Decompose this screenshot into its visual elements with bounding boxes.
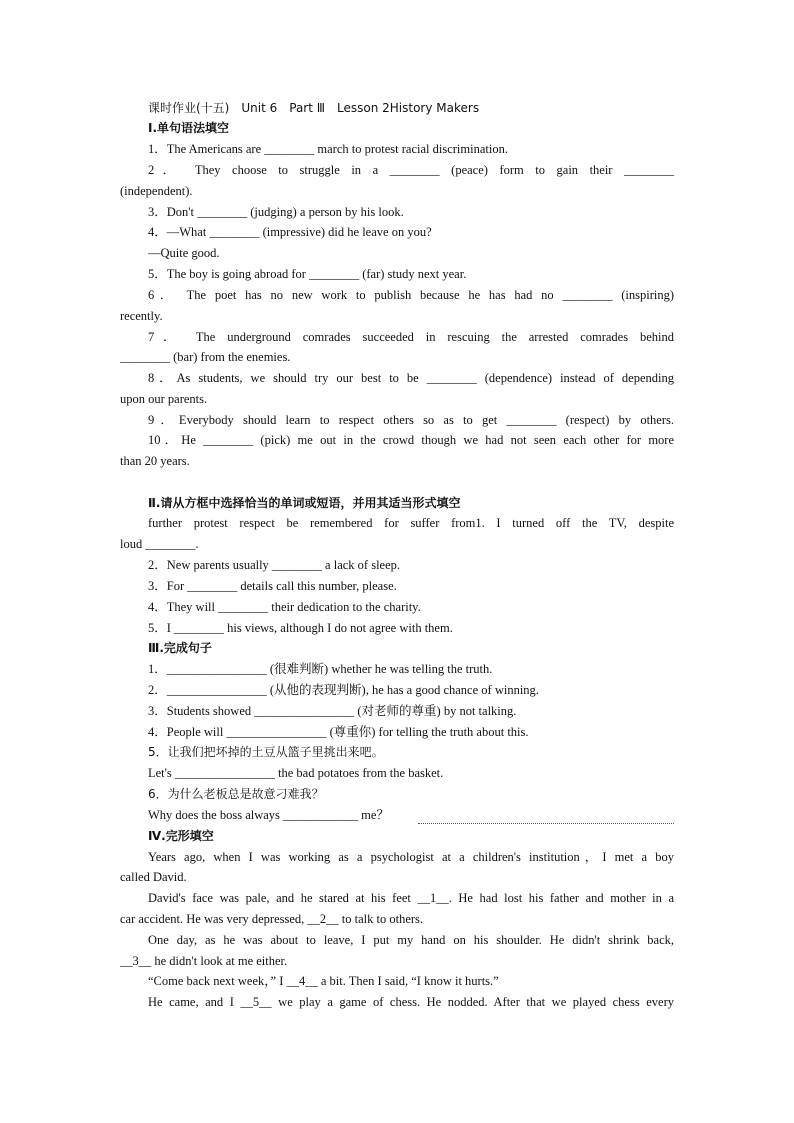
question-line: 5．让我们把坏掉的土豆从篮子里挑出来吧。: [148, 745, 384, 759]
answer-line: —Quite good.: [148, 246, 220, 260]
question-line: 6．为什么老板总是故意刁难我？: [148, 787, 324, 801]
question-line: 2．________________ (从他的表现判断), he has a good chance of winning.: [148, 683, 539, 697]
question-line: 4．They will ________ their dedication to the charity.: [148, 600, 421, 614]
passage-line: “Come back next week，” I __4__ a bit. Then I said, “I know it hurts.”: [148, 974, 499, 988]
section-3-heading: Ⅲ.完成句子: [148, 641, 212, 655]
question-line-cont: loud ________.: [120, 537, 199, 551]
passage-line: called David.: [120, 870, 187, 884]
passage-line: Years ago, when I was working as a psychologist at a children's institution，I met a boy: [148, 850, 674, 864]
question-line: 3．For ________ details call this number, please.: [148, 579, 397, 593]
question-line: 3．Don't ________ (judging) a person by his look.: [148, 205, 404, 219]
question-line: 2．New parents usually ________ a lack of sleep.: [148, 558, 401, 572]
question-line: 3．Students showed ________________ (对老师的尊重) by not talking.: [148, 704, 517, 718]
page-title: 课时作业(十五) Unit 6 Part Ⅲ Lesson 2History Makers: [148, 101, 480, 115]
question-line: 8．As students, we should try our best to be ________ (dependence) instead of depending: [148, 371, 674, 385]
dotted-rule: [418, 823, 674, 824]
question-line-cont: upon our parents.: [120, 392, 208, 406]
question-line: 10．He ________ (pick) me out in the crowd though we had not seen each other for more: [148, 433, 674, 447]
question-line: 1．The Americans are ________ march to protest racial discrimination.: [148, 142, 508, 156]
question-line: 6． The poet has no new work to publish because he has had no ________ (inspiring): [148, 288, 674, 302]
passage-line: car accident. He was very depressed, __2__ to talk to others.: [120, 912, 424, 926]
question-line-cont: ________ (bar) from the enemies.: [120, 350, 291, 364]
passage-line: He came, and I __5__ we play a game of chess. He nodded. After that we played chess every: [148, 995, 674, 1009]
question-line: 9．Everybody should learn to respect others so as to get ________ (respect) by others.: [148, 413, 674, 427]
question-line: 4．People will ________________ (尊重你) for telling the truth about this.: [148, 725, 529, 739]
question-line: 5．I ________ his views, although I do not agree with them.: [148, 621, 453, 635]
answer-line: Why does the boss always ____________ me？: [148, 808, 389, 822]
section-4-heading: Ⅳ.完形填空: [148, 829, 214, 843]
passage-line: One day, as he was about to leave, I put my hand on his shoulder. He didn't shrink back,: [148, 933, 674, 947]
section-2-heading: Ⅱ.请从方框中选择恰当的单词或短语，并用其适当形式填空: [148, 496, 461, 510]
question-line: 4．—What ________ (impressive) did he leave on you?: [148, 225, 432, 239]
question-line: 5．The boy is going abroad for ________ (far) study next year.: [148, 267, 467, 281]
answer-line: Let's ________________ the bad potatoes from the basket.: [148, 766, 444, 780]
question-line-cont: than 20 years.: [120, 454, 190, 468]
question-line-cont: recently.: [120, 309, 163, 323]
passage-line: David's face was pale, and he stared at his feet __1__. He had lost his father and mother in a: [148, 891, 674, 905]
question-line: 1．________________ (很难判断) whether he was telling the truth.: [148, 662, 493, 676]
word-box-line: further protest respect be remembered for suffer from1. I turned off the TV, despite: [148, 516, 674, 530]
question-line-cont: (independent).: [120, 184, 193, 198]
passage-line: __3__ he didn't look at me either.: [120, 954, 288, 968]
question-line: 7． The underground comrades succeeded in rescuing the arrested comrades behind: [148, 330, 674, 344]
section-1-heading: Ⅰ.单句语法填空: [148, 121, 230, 135]
question-line: 2． They choose to struggle in a ________ (peace) form to gain their ________: [148, 163, 674, 177]
